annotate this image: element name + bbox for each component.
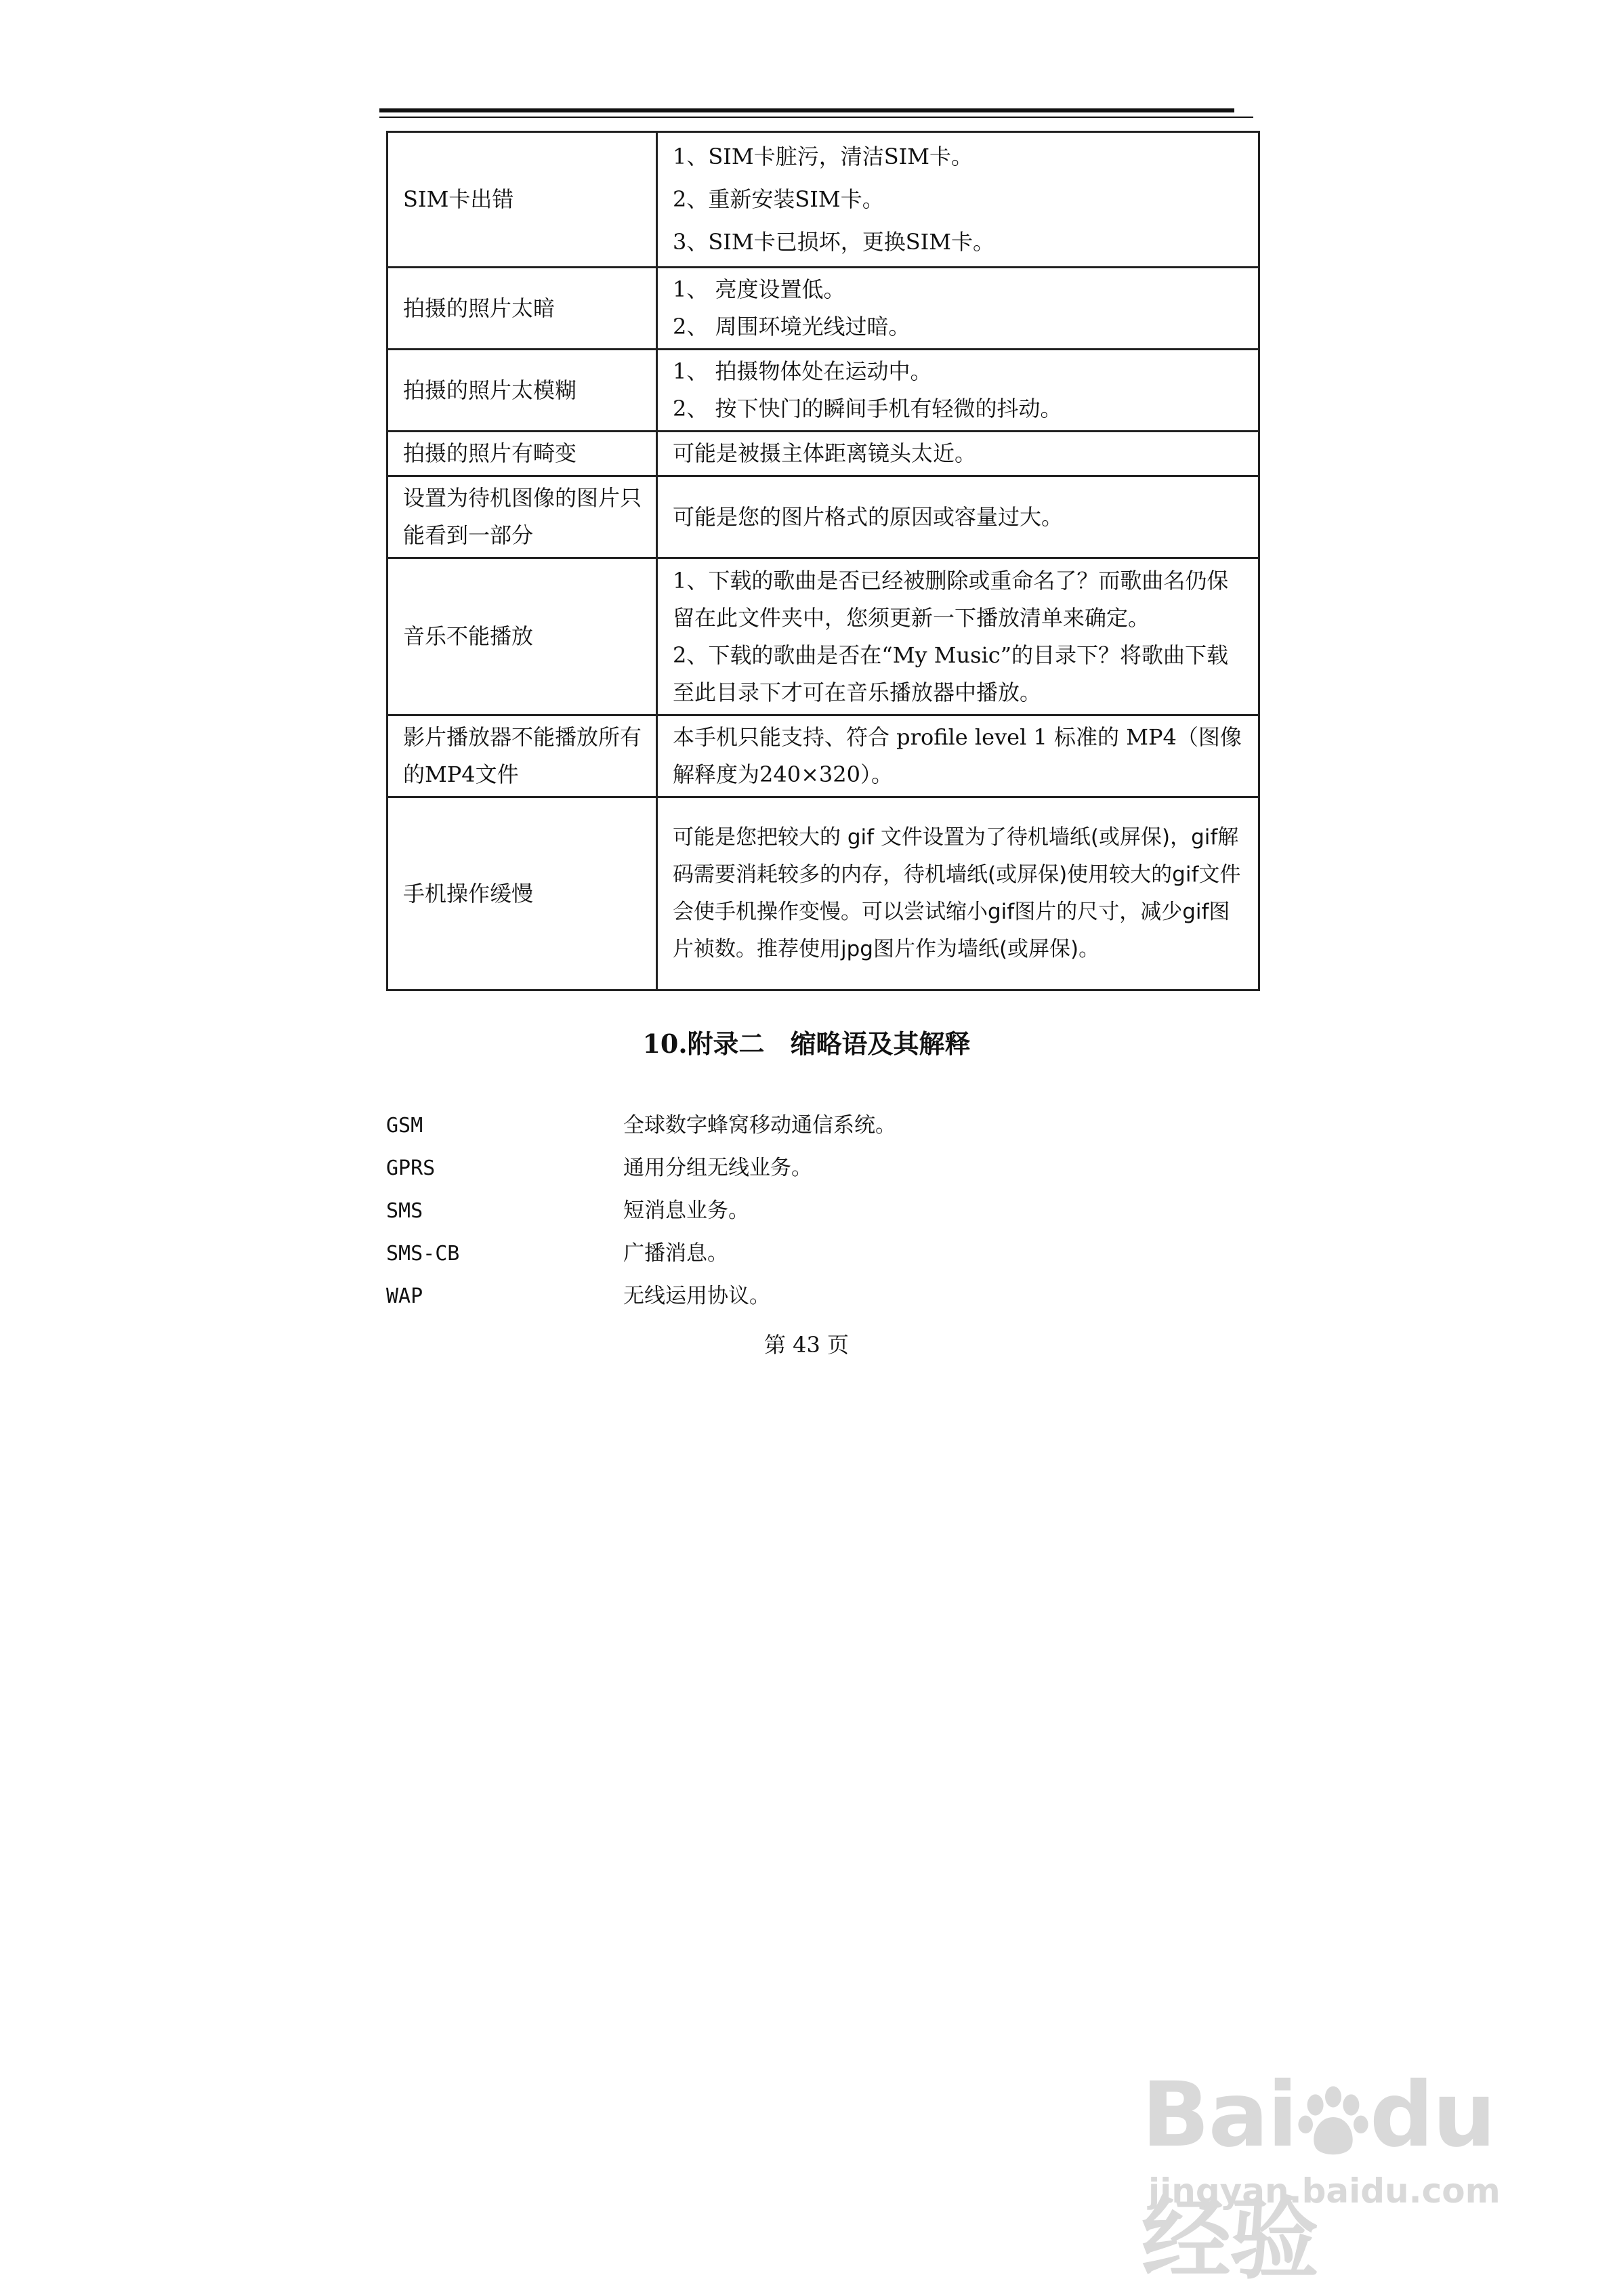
baidu-paw-icon — [1293, 2081, 1374, 2162]
watermark-logo-right: du — [1369, 2063, 1495, 2167]
abbreviation-term: SMS-CB — [386, 1242, 460, 1266]
solution-cell — [657, 350, 1259, 432]
problem-cell: 手机操作缓慢 — [387, 797, 657, 990]
solution-cell — [657, 476, 1259, 558]
watermark-url: jingyan.baidu.com — [1148, 2171, 1501, 2211]
header-rule-thin — [379, 117, 1253, 118]
table-row — [387, 132, 1259, 268]
solution-line: 2、下载的歌曲是否在“My Music”的目录下？将歌曲下载至此目录下才可在音乐播放器中播放。 — [673, 642, 1229, 705]
table-row — [387, 558, 1259, 715]
list-item — [386, 1190, 1267, 1232]
solution-line: 3、SIM卡已损坏，更换SIM卡。 — [673, 229, 995, 255]
table-row — [387, 715, 1259, 797]
solution-cell — [657, 432, 1259, 476]
solution-line: 2、 周围环境光线过暗。 — [673, 314, 910, 339]
solution-cell — [657, 132, 1259, 268]
solution-line: 2、 按下快门的瞬间手机有轻微的抖动。 — [673, 396, 1062, 421]
list-item — [386, 1147, 1267, 1190]
baidu-jingyan-watermark — [1141, 2063, 1521, 2292]
problem-cell: SIM卡出错 — [387, 132, 657, 268]
abbreviation-term: WAP — [386, 1285, 423, 1308]
list-item — [386, 1232, 1267, 1275]
solution-line: 本手机只能支持、符合 profile level 1 标准的 MP4（图像解释度为240×320）。 — [673, 724, 1242, 787]
watermark-logo-cn: 经验 — [1141, 2188, 1318, 2292]
solution-line: 1、SIM卡脏污，清洁SIM卡。 — [673, 144, 973, 169]
problem-cell: 音乐不能播放 — [387, 558, 657, 715]
problem-cell: 影片播放器不能播放所有的MP4文件 — [387, 715, 657, 797]
solution-line: 可能是您把较大的 gif 文件设置为了待机墙纸(或屏保)，gif解码需要消耗较多的内存，待机墙纸(或屏保)使用较大的gif文件会使手机操作变慢。可以尝试缩小gif图片的尺寸，减少gif图片祯数。推荐使用jpg图片作为墙纸(或屏保)。 — [673, 825, 1241, 961]
table-row — [387, 432, 1259, 476]
troubleshooting-table — [386, 131, 1260, 991]
problem-cell: 拍摄的照片太模糊 — [387, 350, 657, 432]
abbreviation-term: GPRS — [386, 1156, 436, 1180]
table-row — [387, 797, 1259, 990]
section-title: 10.附录二 缩略语及其解释 — [642, 1028, 971, 1059]
abbreviation-definition: 通用分组无线业务。 — [623, 1156, 812, 1180]
list-item — [386, 1275, 1267, 1318]
solution-cell — [657, 715, 1259, 797]
problem-cell: 设置为待机图像的图片只能看到一部分 — [387, 476, 657, 558]
solution-line: 1、下载的歌曲是否已经被删除或重命名了？而歌曲名仍保留在此文件夹中，您须更新一下播放清单来确定。 — [673, 567, 1229, 631]
solution-line: 1、 拍摄物体处在运动中。 — [673, 358, 932, 384]
solution-cell — [657, 797, 1259, 990]
abbreviation-term: GSM — [386, 1114, 423, 1137]
table-row — [387, 268, 1259, 350]
abbreviation-definition: 无线运用协议。 — [623, 1284, 770, 1308]
abbreviation-list — [386, 1104, 1267, 1318]
abbreviation-definition: 短消息业务。 — [623, 1198, 749, 1223]
solution-line: 1、 亮度设置低。 — [673, 276, 845, 302]
solution-line: 可能是您的图片格式的原因或容量过大。 — [673, 503, 1064, 530]
solution-line: 可能是被摄主体距离镜头太近。 — [673, 440, 977, 466]
watermark-logo-left: Bai — [1141, 2063, 1297, 2167]
table-row — [387, 350, 1259, 432]
abbreviation-definition: 全球数字蜂窝移动通信系统。 — [623, 1113, 896, 1137]
problem-cell: 拍摄的照片太暗 — [387, 268, 657, 350]
list-item — [386, 1104, 1267, 1147]
abbreviation-definition: 广播消息。 — [623, 1241, 728, 1266]
abbreviation-term: SMS — [386, 1199, 423, 1223]
solution-line: 2、重新安装SIM卡。 — [673, 186, 884, 212]
table-row — [387, 476, 1259, 558]
solution-cell — [657, 268, 1259, 350]
page-number: 第 43 页 — [763, 1332, 850, 1358]
solution-cell — [657, 558, 1259, 715]
problem-cell: 拍摄的照片有畸变 — [387, 432, 657, 476]
header-rule-thick — [379, 108, 1234, 112]
